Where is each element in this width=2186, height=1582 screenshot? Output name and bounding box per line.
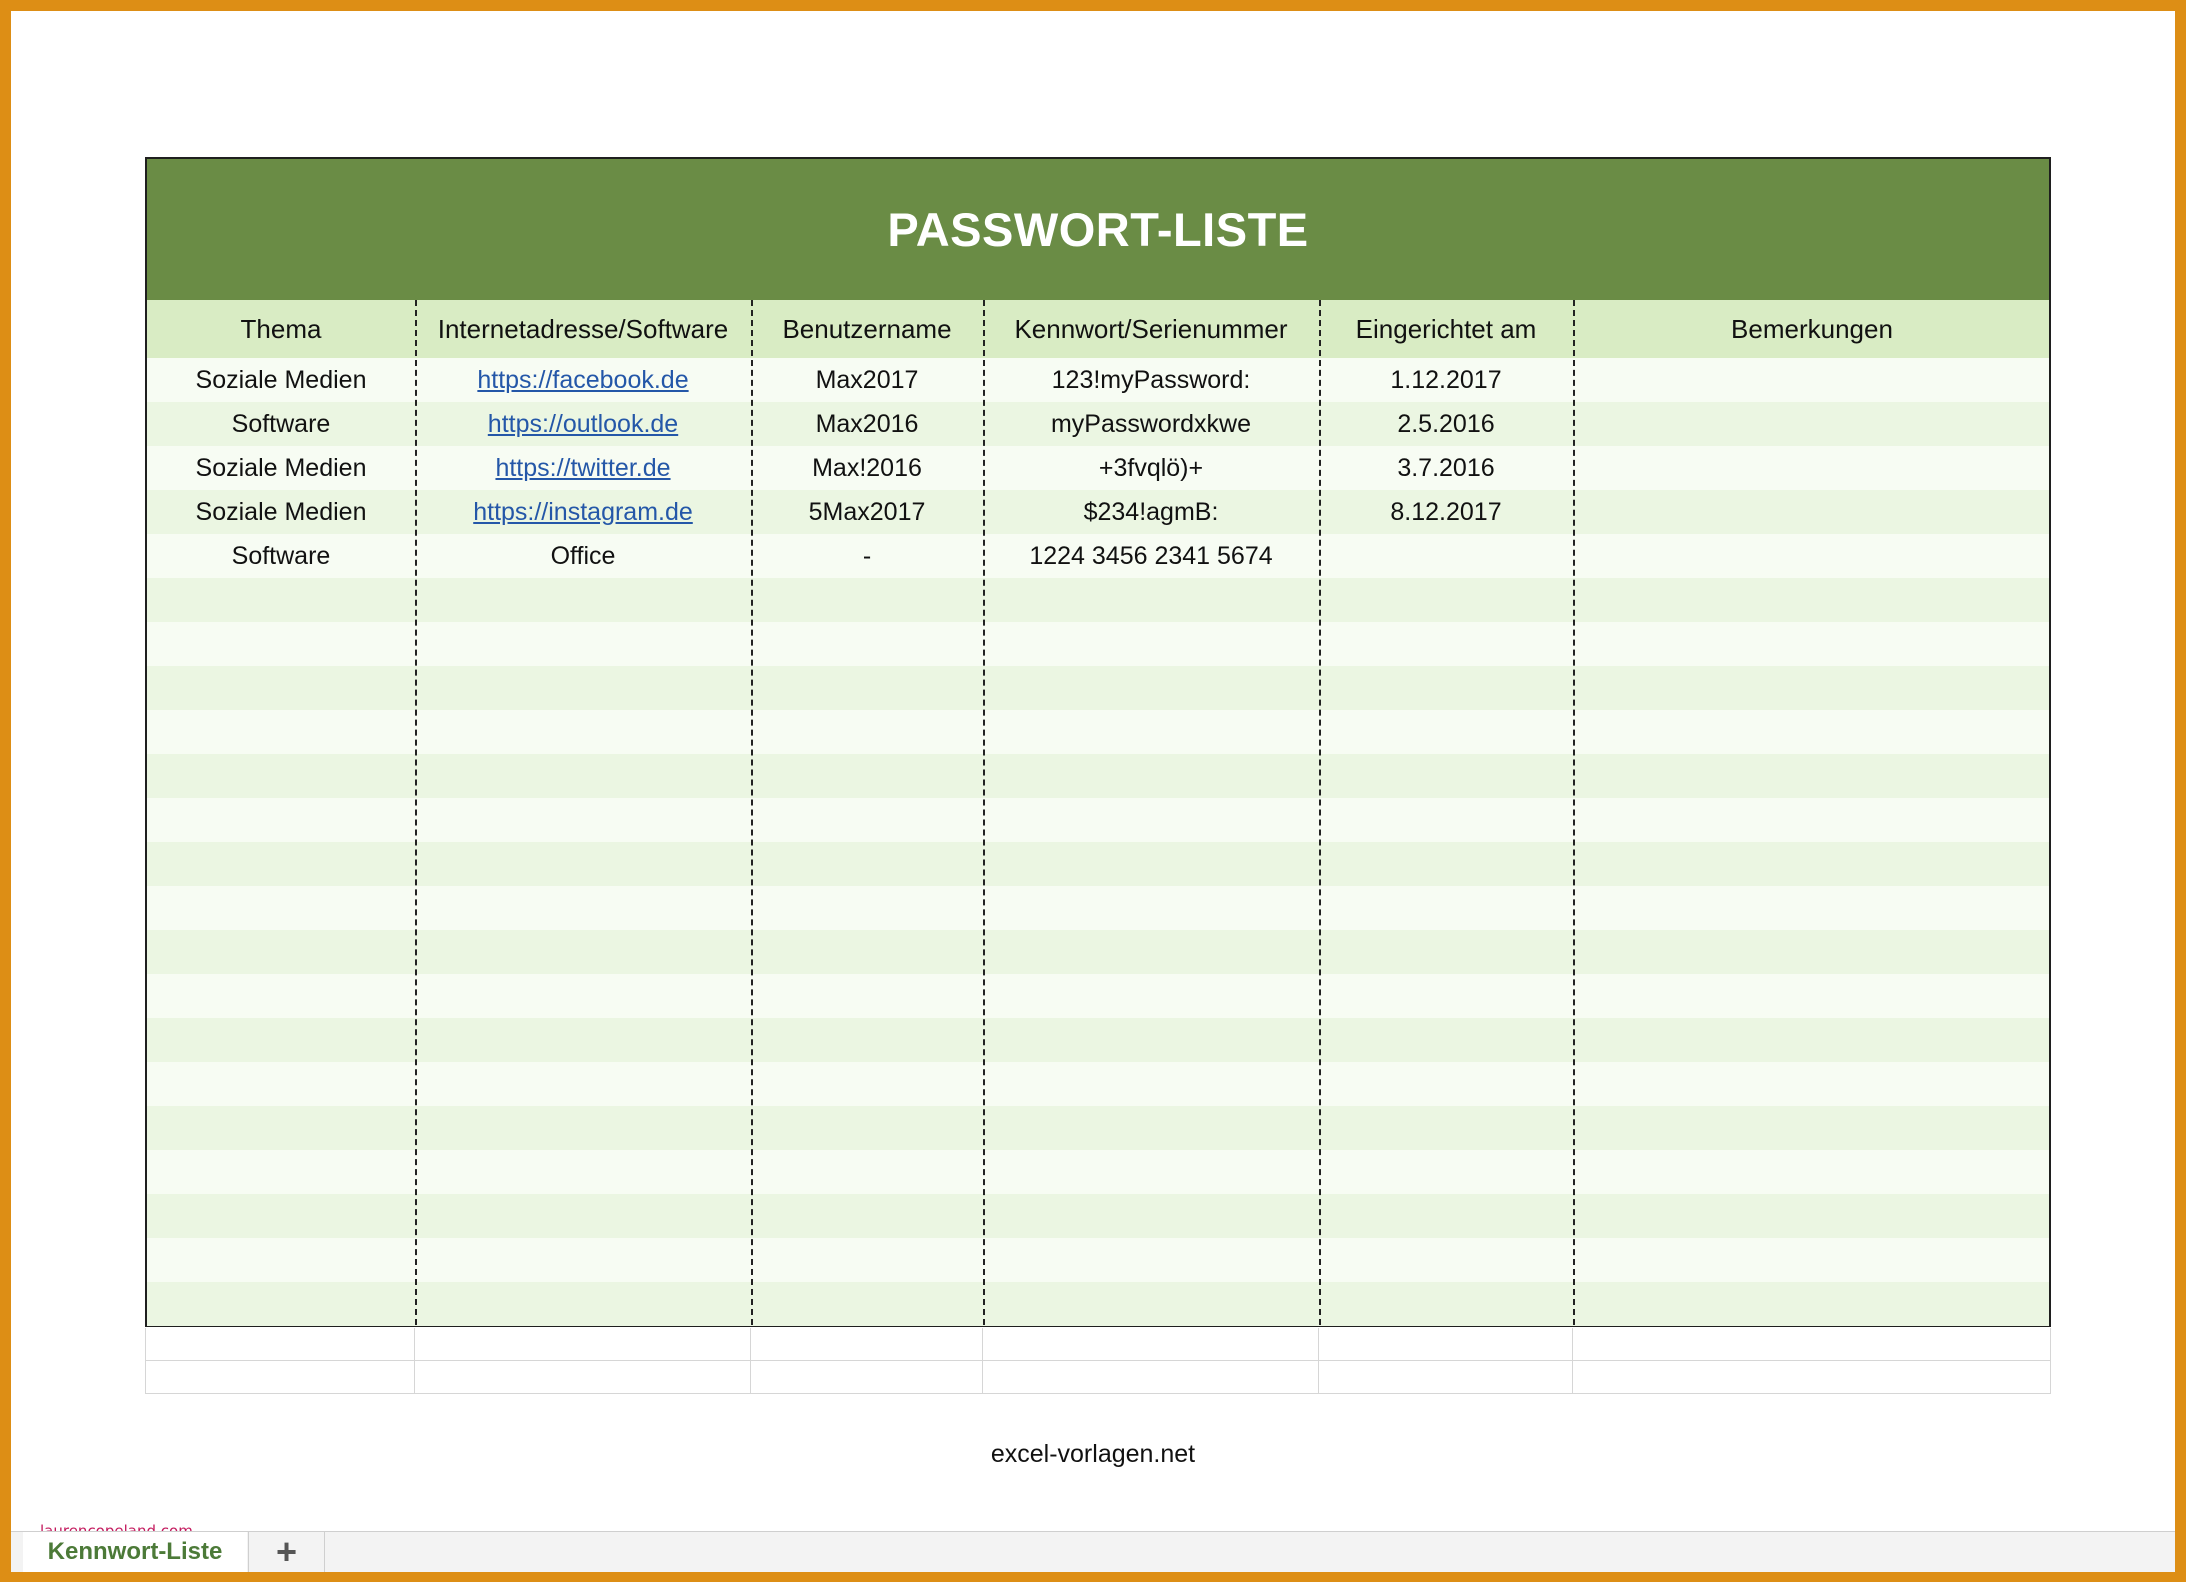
cell-thema[interactable] bbox=[147, 886, 415, 930]
cell-thema[interactable]: Software bbox=[231, 541, 331, 570]
cell-thema[interactable] bbox=[147, 710, 415, 754]
column-divider bbox=[751, 300, 753, 1325]
table-header-row bbox=[147, 300, 2049, 358]
table-row[interactable] bbox=[147, 842, 2049, 886]
cell-adresse[interactable] bbox=[415, 490, 751, 534]
table-row[interactable] bbox=[147, 710, 2049, 754]
cell-bemerkungen[interactable] bbox=[1573, 534, 2051, 578]
url-link[interactable]: https://outlook.de bbox=[487, 409, 679, 438]
table-row[interactable] bbox=[147, 578, 2049, 622]
cell-bemerkungen[interactable] bbox=[1573, 358, 2051, 402]
cell-eingerichtet[interactable] bbox=[1319, 886, 1573, 930]
cell-thema[interactable] bbox=[147, 1238, 415, 1282]
cell-eingerichtet[interactable] bbox=[1319, 974, 1573, 1018]
table-title: PASSWORT-LISTE bbox=[147, 159, 2049, 300]
cell-eingerichtet[interactable] bbox=[1319, 578, 1573, 622]
cell-adresse[interactable] bbox=[415, 358, 751, 402]
cell-eingerichtet[interactable] bbox=[1319, 1106, 1573, 1150]
add-sheet-button[interactable]: + bbox=[248, 1532, 325, 1572]
cell-kennwort[interactable] bbox=[983, 1238, 1319, 1282]
cell-adresse[interactable] bbox=[415, 1150, 751, 1194]
column-divider bbox=[983, 300, 985, 1325]
cell-thema[interactable]: Soziale Medien bbox=[195, 497, 367, 526]
cell-benutzername[interactable] bbox=[751, 1282, 983, 1326]
cell-thema[interactable] bbox=[147, 754, 415, 798]
table-row[interactable] bbox=[147, 622, 2049, 666]
cell-kennwort[interactable] bbox=[983, 930, 1319, 974]
cell-kennwort[interactable] bbox=[983, 886, 1319, 930]
header-kennwort[interactable]: Kennwort/Serienummer bbox=[1014, 313, 1288, 344]
table-row[interactable] bbox=[147, 974, 2049, 1018]
cell-bemerkungen[interactable] bbox=[1573, 666, 2051, 710]
cell-kennwort[interactable] bbox=[983, 578, 1319, 622]
cell-adresse[interactable] bbox=[415, 974, 751, 1018]
cell-bemerkungen[interactable] bbox=[1573, 974, 2051, 1018]
cell-adresse[interactable] bbox=[415, 578, 751, 622]
cell-thema[interactable] bbox=[147, 1018, 415, 1062]
cell-bemerkungen[interactable] bbox=[1573, 578, 2051, 622]
cell-thema[interactable] bbox=[147, 1194, 415, 1238]
column-divider bbox=[1319, 300, 1321, 1325]
table-row[interactable] bbox=[147, 1238, 2049, 1282]
cell-bemerkungen[interactable] bbox=[1573, 1282, 2051, 1326]
cell-thema[interactable] bbox=[147, 578, 415, 622]
cell-benutzername[interactable]: Max2016 bbox=[815, 409, 919, 438]
cell-adresse[interactable] bbox=[415, 842, 751, 886]
cell-eingerichtet[interactable]: 3.7.2016 bbox=[1397, 453, 1495, 482]
cell-benutzername[interactable] bbox=[751, 798, 983, 842]
cell-benutzername[interactable] bbox=[751, 1150, 983, 1194]
cell-thema[interactable]: Software bbox=[231, 409, 331, 438]
header-benutzername[interactable]: Benutzername bbox=[782, 313, 952, 344]
cell-benutzername[interactable] bbox=[751, 710, 983, 754]
cell-bemerkungen[interactable] bbox=[1573, 710, 2051, 754]
cell-kennwort[interactable]: 1224 3456 2341 5674 bbox=[1029, 541, 1273, 570]
cell-adresse[interactable] bbox=[415, 622, 751, 666]
cell-bemerkungen[interactable] bbox=[1573, 886, 2051, 930]
table-row[interactable] bbox=[147, 534, 2049, 578]
cell-thema[interactable]: Soziale Medien bbox=[195, 365, 367, 394]
cell-benutzername[interactable] bbox=[751, 666, 983, 710]
cell-benutzername[interactable]: Max!2016 bbox=[812, 453, 922, 482]
sheet-tab-bar bbox=[11, 1531, 2175, 1572]
table-row[interactable] bbox=[147, 886, 2049, 930]
cell-benutzername[interactable] bbox=[751, 974, 983, 1018]
cell-eingerichtet[interactable] bbox=[1319, 710, 1573, 754]
cell-thema[interactable] bbox=[147, 1150, 415, 1194]
cell-adresse[interactable] bbox=[415, 1194, 751, 1238]
cell-kennwort[interactable] bbox=[983, 1194, 1319, 1238]
cell-eingerichtet[interactable] bbox=[1319, 1062, 1573, 1106]
cell-adresse[interactable] bbox=[415, 1018, 751, 1062]
cell-bemerkungen[interactable] bbox=[1573, 490, 2051, 534]
cell-eingerichtet[interactable]: 8.12.2017 bbox=[1390, 497, 1502, 526]
cell-bemerkungen[interactable] bbox=[1573, 446, 2051, 490]
cell-kennwort[interactable] bbox=[983, 1106, 1319, 1150]
cell-adresse[interactable] bbox=[415, 1282, 751, 1326]
cell-benutzername[interactable]: - bbox=[862, 541, 872, 570]
cell-kennwort[interactable] bbox=[983, 666, 1319, 710]
empty-grid-row[interactable] bbox=[145, 1361, 2051, 1394]
cell-kennwort[interactable] bbox=[983, 710, 1319, 754]
cell-kennwort[interactable] bbox=[983, 1062, 1319, 1106]
cell-kennwort[interactable] bbox=[983, 622, 1319, 666]
cell-benutzername[interactable] bbox=[751, 754, 983, 798]
cell-eingerichtet[interactable] bbox=[1319, 1018, 1573, 1062]
cell-thema[interactable] bbox=[147, 1106, 415, 1150]
cell-bemerkungen[interactable] bbox=[1573, 798, 2051, 842]
cell-kennwort[interactable]: 123!myPassword: bbox=[1051, 365, 1251, 394]
cell-thema[interactable] bbox=[147, 666, 415, 710]
cell-bemerkungen[interactable] bbox=[1573, 842, 2051, 886]
cell-adresse[interactable]: Office bbox=[550, 541, 616, 570]
cell-eingerichtet[interactable] bbox=[1319, 754, 1573, 798]
cell-eingerichtet[interactable]: 1.12.2017 bbox=[1390, 365, 1502, 394]
column-divider bbox=[415, 300, 417, 1325]
cell-adresse[interactable] bbox=[415, 930, 751, 974]
cell-thema[interactable] bbox=[147, 842, 415, 886]
cell-adresse[interactable] bbox=[415, 402, 751, 446]
cell-bemerkungen[interactable] bbox=[1573, 402, 2051, 446]
cell-thema[interactable] bbox=[147, 798, 415, 842]
cell-kennwort[interactable] bbox=[983, 1018, 1319, 1062]
cell-bemerkungen[interactable] bbox=[1573, 1062, 2051, 1106]
cell-kennwort[interactable] bbox=[983, 1150, 1319, 1194]
header-internetadresse[interactable]: Internetadresse/Software bbox=[437, 313, 729, 344]
cell-adresse[interactable] bbox=[415, 886, 751, 930]
cell-eingerichtet[interactable] bbox=[1319, 1194, 1573, 1238]
cell-adresse[interactable] bbox=[415, 1106, 751, 1150]
cell-bemerkungen[interactable] bbox=[1573, 1018, 2051, 1062]
cell-bemerkungen[interactable] bbox=[1573, 1150, 2051, 1194]
cell-benutzername[interactable] bbox=[751, 1194, 983, 1238]
cell-benutzername[interactable] bbox=[751, 578, 983, 622]
header-thema[interactable]: Thema bbox=[240, 313, 322, 344]
cell-kennwort[interactable] bbox=[983, 1282, 1319, 1326]
cell-eingerichtet[interactable] bbox=[1319, 1238, 1573, 1282]
cell-eingerichtet[interactable] bbox=[1319, 666, 1573, 710]
table-row[interactable] bbox=[147, 798, 2049, 842]
footer-source: excel-vorlagen.net bbox=[990, 1440, 1196, 1468]
table-row[interactable] bbox=[147, 402, 2049, 446]
cell-benutzername[interactable]: Max2017 bbox=[815, 365, 919, 394]
cell-bemerkungen[interactable] bbox=[1573, 930, 2051, 974]
table-row[interactable] bbox=[147, 930, 2049, 974]
cell-kennwort[interactable]: $234!agmB: bbox=[1083, 497, 1219, 526]
cell-eingerichtet[interactable] bbox=[1319, 1150, 1573, 1194]
cell-kennwort[interactable] bbox=[983, 842, 1319, 886]
table-row[interactable] bbox=[147, 1062, 2049, 1106]
table-row[interactable] bbox=[147, 446, 2049, 490]
cell-adresse[interactable] bbox=[415, 754, 751, 798]
cell-kennwort[interactable] bbox=[983, 798, 1319, 842]
table-row[interactable] bbox=[147, 1150, 2049, 1194]
cell-benutzername[interactable] bbox=[751, 886, 983, 930]
cell-bemerkungen[interactable] bbox=[1573, 754, 2051, 798]
column-divider bbox=[1573, 300, 1575, 1325]
cell-benutzername[interactable] bbox=[751, 1238, 983, 1282]
cell-bemerkungen[interactable] bbox=[1573, 1238, 2051, 1282]
cell-thema[interactable] bbox=[147, 974, 415, 1018]
cell-benutzername[interactable]: 5Max2017 bbox=[808, 497, 926, 526]
cell-eingerichtet[interactable] bbox=[1319, 798, 1573, 842]
cell-kennwort[interactable] bbox=[983, 974, 1319, 1018]
cell-eingerichtet[interactable] bbox=[1319, 842, 1573, 886]
cell-thema[interactable] bbox=[147, 1062, 415, 1106]
cell-bemerkungen[interactable] bbox=[1573, 622, 2051, 666]
cell-thema[interactable] bbox=[147, 622, 415, 666]
cell-adresse[interactable] bbox=[415, 1238, 751, 1282]
cell-thema[interactable] bbox=[147, 930, 415, 974]
cell-benutzername[interactable] bbox=[751, 930, 983, 974]
cell-benutzername[interactable] bbox=[751, 842, 983, 886]
cell-adresse[interactable] bbox=[415, 1062, 751, 1106]
table-row[interactable] bbox=[147, 666, 2049, 710]
cell-benutzername[interactable] bbox=[751, 1062, 983, 1106]
cell-kennwort[interactable]: +3fvqlö)+ bbox=[1098, 453, 1204, 482]
cell-thema[interactable] bbox=[147, 1282, 415, 1326]
cell-adresse[interactable] bbox=[415, 798, 751, 842]
cell-adresse[interactable] bbox=[415, 666, 751, 710]
cell-benutzername[interactable] bbox=[751, 622, 983, 666]
table-row[interactable] bbox=[147, 1194, 2049, 1238]
table-row[interactable] bbox=[147, 754, 2049, 798]
cell-eingerichtet[interactable] bbox=[1319, 930, 1573, 974]
table-row[interactable] bbox=[147, 1282, 2049, 1326]
table-row[interactable] bbox=[147, 490, 2049, 534]
table-row[interactable] bbox=[147, 1106, 2049, 1150]
cell-bemerkungen[interactable] bbox=[1573, 1194, 2051, 1238]
header-bemerkungen[interactable]: Bemerkungen bbox=[1731, 313, 1893, 344]
password-table bbox=[145, 157, 2051, 1327]
empty-grid-row[interactable] bbox=[145, 1328, 2051, 1361]
url-link[interactable]: https://facebook.de bbox=[477, 365, 689, 394]
cell-bemerkungen[interactable] bbox=[1573, 1106, 2051, 1150]
cell-benutzername[interactable] bbox=[751, 1018, 983, 1062]
cell-adresse[interactable] bbox=[415, 446, 751, 490]
url-link[interactable]: https://instagram.de bbox=[473, 497, 693, 526]
url-link[interactable]: https://twitter.de bbox=[495, 453, 671, 482]
cell-eingerichtet[interactable] bbox=[1319, 534, 1573, 578]
cell-kennwort[interactable] bbox=[983, 754, 1319, 798]
table-row[interactable] bbox=[147, 1018, 2049, 1062]
tab-kennwort-liste[interactable]: Kennwort-Liste bbox=[23, 1532, 247, 1572]
cell-benutzername[interactable] bbox=[751, 1106, 983, 1150]
cell-eingerichtet[interactable]: 2.5.2016 bbox=[1397, 409, 1495, 438]
cell-adresse[interactable] bbox=[415, 710, 751, 754]
header-eingerichtet[interactable]: Eingerichtet am bbox=[1355, 313, 1537, 344]
cell-eingerichtet[interactable] bbox=[1319, 622, 1573, 666]
cell-kennwort[interactable]: myPasswordxkwe bbox=[1050, 409, 1252, 438]
table-row[interactable] bbox=[147, 358, 2049, 402]
cell-eingerichtet[interactable] bbox=[1319, 1282, 1573, 1326]
cell-thema[interactable]: Soziale Medien bbox=[195, 453, 367, 482]
